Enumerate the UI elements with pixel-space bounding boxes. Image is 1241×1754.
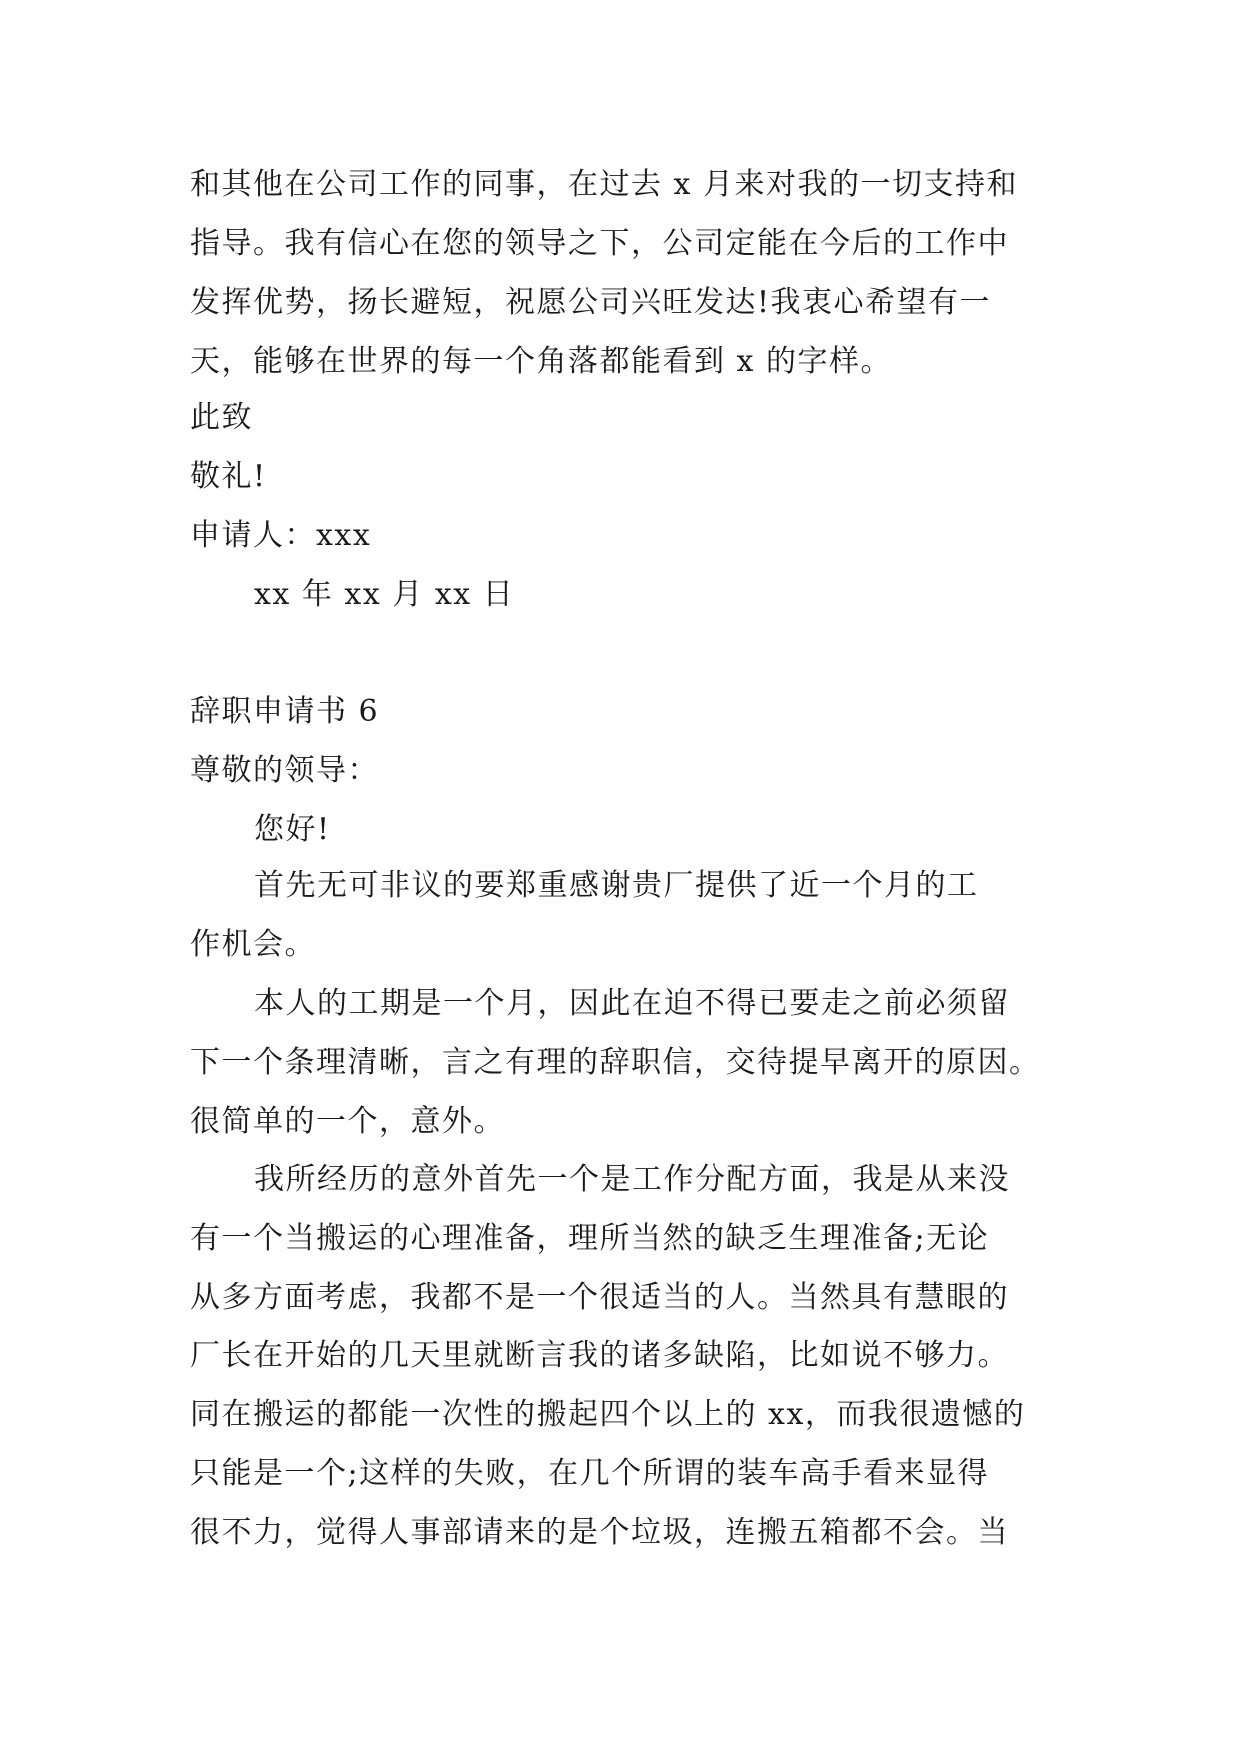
greeting: 您好! <box>254 812 331 847</box>
paragraph-line: 很简单的一个，意外。 <box>190 1104 505 1139</box>
section-heading: 辞职申请书 6 <box>190 694 380 729</box>
salutation-closing: 敬礼! <box>190 459 267 494</box>
greeting-recipient: 尊敬的领导： <box>190 753 379 788</box>
paragraph-line: 有一个当搬运的心理准备，理所当然的缺乏生理准备;无论 <box>190 1221 990 1256</box>
paragraph-line: 天，能够在世界的每一个角落都能看到 x 的字样。 <box>190 344 892 379</box>
paragraph-line: 只能是一个;这样的失败，在几个所谓的装车高手看来显得 <box>190 1456 990 1491</box>
paragraph-line: 同在搬运的都能一次性的搬起四个以上的 xx，而我很遗憾的 <box>190 1397 1026 1432</box>
closing-phrase: 此致 <box>190 400 253 435</box>
paragraph-line: 从多方面考虑，我都不是一个很适当的人。当然具有慧眼的 <box>190 1280 1009 1315</box>
paragraph-line: 和其他在公司工作的同事，在过去 x 月来对我的一切支持和 <box>190 167 1018 202</box>
paragraph-line: 指导。我有信心在您的领导之下，公司定能在今后的工作中 <box>190 226 1009 261</box>
signature-date: xx 年 xx 月 xx 日 <box>254 577 515 612</box>
paragraph-line: 发挥优势，扬长避短，祝愿公司兴旺发达!我衷心希望有一 <box>190 285 992 320</box>
paragraph-line: 下一个条理清晰，言之有理的辞职信，交待提早离开的原因。 <box>190 1045 1041 1080</box>
applicant-signature: 申请人：xxx <box>190 518 372 553</box>
paragraph-line: 作机会。 <box>190 927 316 962</box>
paragraph-line: 本人的工期是一个月，因此在迫不得已要走之前必须留 <box>254 986 1010 1021</box>
paragraph-line: 我所经历的意外首先一个是工作分配方面，我是从来没 <box>254 1162 1010 1197</box>
paragraph-line: 首先无可非议的要郑重感谢贵厂提供了近一个月的工 <box>254 868 979 903</box>
paragraph-line: 厂长在开始的几天里就断言我的诸多缺陷，比如说不够力。 <box>190 1338 1009 1373</box>
paragraph-line: 很不力，觉得人事部请来的是个垃圾，连搬五箱都不会。当 <box>190 1515 1009 1550</box>
